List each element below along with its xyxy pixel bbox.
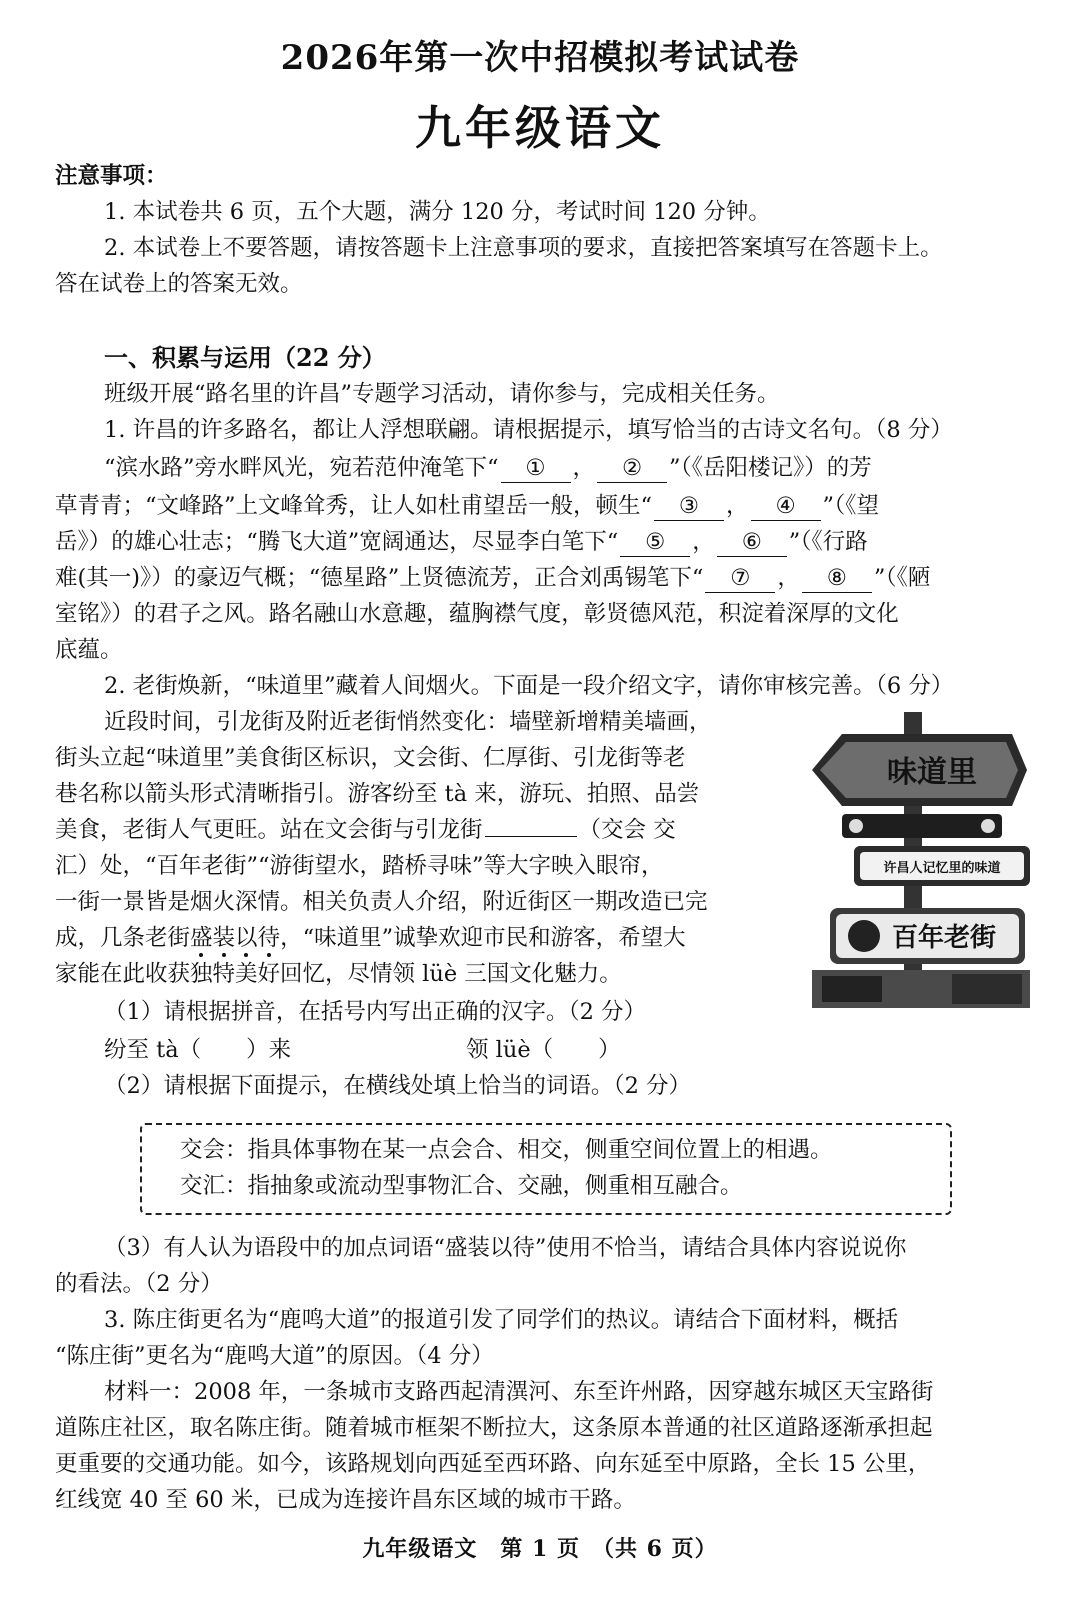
- q1-line-5: 室铭》）的君子之风。路名融山水意趣，蕴胸襟气度，彰贤德风范，积淀着深厚的文化: [55, 601, 899, 627]
- street-sign-photo: [812, 712, 1030, 1008]
- section-intro: 班级开展“路名里的许昌”专题学习活动，请你参与，完成相关任务。: [104, 381, 780, 407]
- q2-stem: 2. 老街焕新，“味道里”藏着人间烟火。下面是一段介绍文字，请你审核完善。（6 分）: [104, 673, 954, 699]
- q1-text: 岳》）的雄心壮志；“腾飞大道”宽阔通达，尽显李白笔下“: [55, 529, 619, 555]
- q1-line-6: 底蕴。: [55, 637, 123, 663]
- q2-passage-2: 街头立起“味道里”美食街区标识，文会街、仁厚街、引龙街等老: [55, 745, 686, 771]
- q2-text: 美食，老街人气更旺。站在文会街与引龙街: [55, 817, 483, 843]
- dotted-char: 以: [235, 925, 258, 951]
- answer-blank-2[interactable]: ②: [597, 454, 667, 483]
- q1-stem: 1. 许昌的许多路名，都让人浮想联翩。请根据提示，填写恰当的古诗文名句。（8 分）: [104, 417, 953, 443]
- pinyin-item-2: 领 lüè（ ）: [466, 1037, 621, 1063]
- q1-line-1: [104, 450, 1044, 486]
- hint-box: [140, 1123, 952, 1215]
- q2-passage-1: 近段时间，引龙街及附近老街悄然变化：墙壁新增精美墙画，: [104, 709, 712, 735]
- material-1-line-4: 红线宽 40 至 60 米，已成为连接许昌东区域的城市干路。: [55, 1487, 636, 1513]
- word-choice-blank[interactable]: [485, 836, 577, 837]
- material-1-line-3: 更重要的交通功能。如今，该路规划向西延至西环路、向东延至中原路，全长 15 公里，: [55, 1451, 931, 1477]
- material-1-line-2: 道陈庄社区，取名陈庄街。随着城市框架不断拉大，这条原本普通的社区道路逐渐承担起: [55, 1415, 933, 1441]
- q1-text: 难(其一)》）的豪迈气概；“德星路”上贤德流芳，正合刘禹锡笔下“: [55, 565, 704, 591]
- dotted-char: 盛: [190, 925, 213, 951]
- q2-passage-8: 家能在此收获独特美好回忆，尽情领 lüè 三国文化魅力。: [55, 961, 622, 987]
- dotted-char: 装: [212, 925, 236, 951]
- answer-blank-3[interactable]: ③: [654, 492, 724, 521]
- q1-comma: ，: [777, 565, 800, 591]
- q2-passage-6: 一街一景皆是烟火深情。相关负责人介绍，附近街区一期改造已完: [55, 889, 708, 915]
- q2-passage-4: [55, 812, 805, 848]
- q3-stem: 3. 陈庄街更名为“鹿鸣大道”的报道引发了同学们的热议。请结合下面材料，概括: [104, 1307, 899, 1333]
- material-1-line-1: 材料一：2008 年，一条城市支路西起清潩河、东至许州路，因穿越东城区天宝路街: [104, 1379, 934, 1405]
- section-heading: 一、积累与运用（22 分）: [104, 343, 386, 372]
- answer-blank-7[interactable]: ⑦: [705, 564, 775, 593]
- notice-item-2: 2. 本试卷上不要答题，请按答题卡上注意事项的要求，直接把答案填写在答题卡上。: [104, 235, 943, 261]
- q1-text: ”（《行路: [788, 529, 868, 555]
- q1-comma: ，: [572, 455, 596, 481]
- q1-line-2: [55, 488, 1045, 524]
- sign-top-text: 味道里: [887, 755, 977, 790]
- q3-stem-cont: “陈庄街”更名为“鹿鸣大道”的原因。（4 分）: [55, 1343, 494, 1369]
- q1-text: ”（《岳阳楼记》）的芳: [669, 455, 872, 481]
- answer-blank-6[interactable]: ⑥: [717, 528, 787, 557]
- q2-sub2: （2）请根据下面提示，在横线处填上恰当的词语。（2 分）: [104, 1073, 692, 1099]
- q2-sub3-cont: 的看法。（2 分）: [55, 1271, 223, 1297]
- hint-jiaohui: 交会：指具体事物在某一点会合、相交，侧重空间位置上的相遇。: [180, 1137, 833, 1163]
- q1-comma: ，: [692, 529, 715, 555]
- q2-sub1: （1）请根据拼音，在括号内写出正确的汉字。（2 分）: [104, 999, 647, 1025]
- page-footer: 九年级语文 第 1 页 （共 6 页）: [362, 1536, 718, 1562]
- q1-text: 草青青；“文峰路”上文峰耸秀，让人如杜甫望岳一般，顿生“: [55, 493, 653, 519]
- answer-blank-1[interactable]: ①: [501, 454, 571, 483]
- q1-comma: ，: [726, 493, 749, 519]
- q2-passage-3: 巷名称以箭头形式清晰指引。游客纷至 tà 来，游玩、拍照、品尝: [55, 781, 700, 807]
- q2-sub3: （3）有人认为语段中的加点词语“盛装以待”使用不恰当，请结合具体内容说说你: [104, 1235, 907, 1261]
- answer-blank-8[interactable]: ⑧: [802, 564, 872, 593]
- subject-title: 九年级语文: [415, 101, 665, 155]
- sign-middle-text: 许昌人记忆里的味道: [883, 861, 1001, 876]
- q1-text: ”（《望: [822, 493, 880, 519]
- pinyin-item-1: 纷至 tà（ ）来: [104, 1037, 292, 1063]
- answer-blank-5[interactable]: ⑤: [620, 528, 690, 557]
- exam-title: 2026年第一次中招模拟考试试卷: [280, 38, 800, 78]
- q1-line-4: [55, 560, 1045, 596]
- hint-jiaohui-2: 交汇：指抽象或流动型事物汇合、交融，侧重相互融合。: [180, 1173, 743, 1199]
- sign-bottom-text: 百年老街: [891, 923, 997, 953]
- notice-item-1: 1. 本试卷共 6 页，五个大题，满分 120 分，考试时间 120 分钟。: [104, 199, 771, 225]
- q2-text: 成，几条老街: [55, 925, 191, 951]
- notice-heading: 注意事项：: [55, 163, 168, 189]
- dotted-char: 待: [257, 925, 281, 951]
- q1-text: “滨水路”旁水畔风光，宛若范仲淹笔下“: [104, 455, 499, 481]
- q1-line-3: [55, 524, 1045, 560]
- q2-passage-5: 汇）处，“百年老街”“游街望水，踏桥寻味”等大字映入眼帘，: [55, 853, 664, 879]
- q2-choice-text: （交会 交: [578, 817, 676, 843]
- q2-text: ，“味道里”诚挚欢迎市民和游客，希望大: [280, 925, 686, 951]
- q1-text: ”（《陋: [873, 565, 931, 591]
- q2-passage-7: [55, 920, 805, 956]
- answer-blank-4[interactable]: ④: [751, 492, 821, 521]
- notice-item-2-cont: 答在试卷上的答案无效。: [55, 271, 303, 297]
